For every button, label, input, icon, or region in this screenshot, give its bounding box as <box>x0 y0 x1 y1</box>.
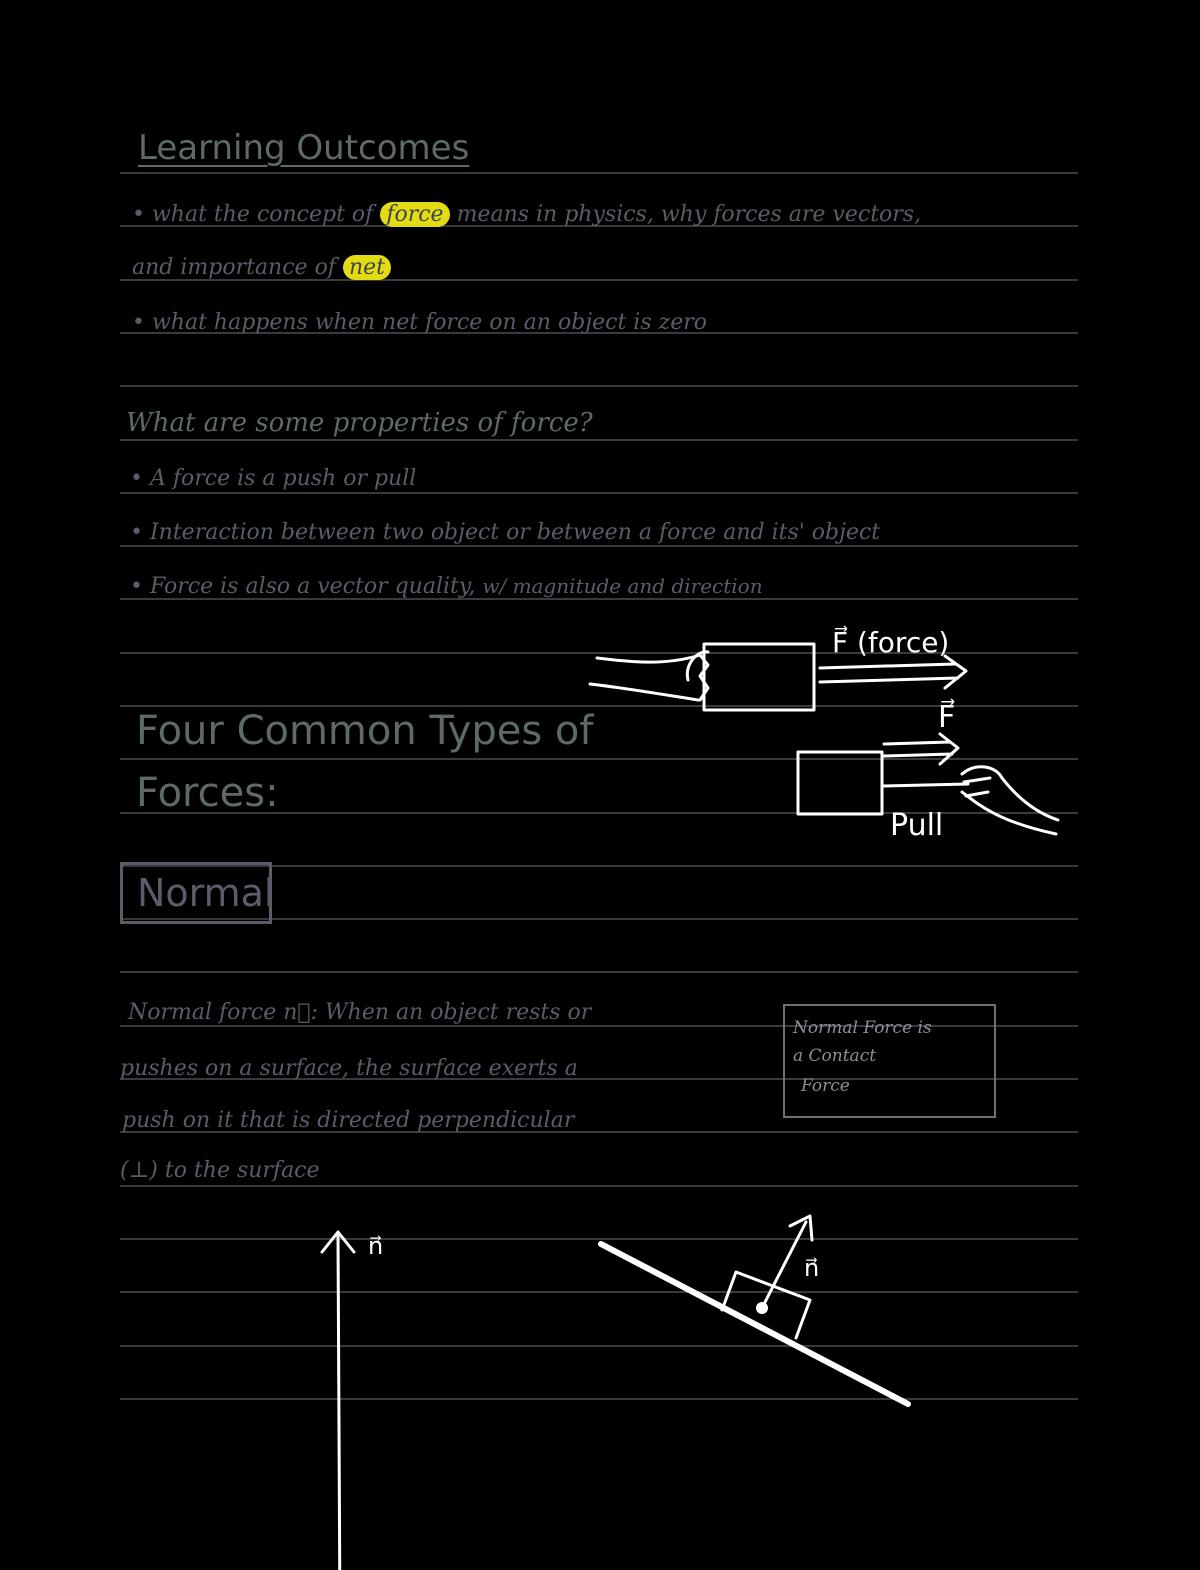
pulling-hand-icon <box>962 767 1058 834</box>
learning-outcomes-title: Learning Outcomes <box>138 128 470 168</box>
normal-def-line-2: pushes on a surface, the surface exerts a <box>120 1056 578 1081</box>
pull-force-vector-label: F⃗ <box>938 700 956 735</box>
flat-surface-diagram <box>155 1232 518 1570</box>
normal-heading: Normal <box>137 871 275 915</box>
incline-normal-label: n⃗ <box>804 1254 820 1282</box>
normal-def-line-1: Normal force n⃗: When an object rests or <box>128 1000 592 1025</box>
property-item-2: • Interaction between two object or between a force and its' object <box>130 520 881 545</box>
outcome-line-3: • what happens when net force on an object is zero <box>132 310 707 335</box>
pull-label: Pull <box>890 808 944 843</box>
flat-normal-arrow <box>322 1232 354 1570</box>
pull-force-arrow <box>884 734 958 764</box>
note-line-3: Force <box>801 1076 850 1096</box>
outcome-line-2-pre: and importance of <box>132 255 343 280</box>
outcome-line-1-post: means in physics, why forces are vectors, <box>449 202 922 227</box>
types-title-line-2: Forces: <box>136 770 279 816</box>
incline-ground <box>601 1244 908 1404</box>
pulled-box <box>798 752 882 814</box>
property-item-3-text: • Force is also a vector quality, <box>130 574 476 599</box>
highlight-force: force <box>380 202 449 227</box>
push-force-arrow <box>820 656 966 688</box>
incline-contact-point <box>756 1302 768 1314</box>
types-title-line-1: Four Common Types of <box>136 708 594 754</box>
note-line-1: Normal Force is <box>793 1018 932 1038</box>
push-force-label: F⃗ (force) <box>832 626 950 659</box>
property-item-3-tail: w/ magnitude and direction <box>482 574 763 598</box>
property-item-1: • A force is a push or pull <box>130 466 417 491</box>
pushing-hand-icon <box>590 652 708 700</box>
normal-def-line-4: (⊥) to the surface <box>120 1158 320 1183</box>
pull-rope <box>884 784 968 786</box>
note-line-2: a Contact <box>793 1046 877 1066</box>
flat-normal-label: n⃗ <box>368 1232 384 1260</box>
properties-title: What are some properties of force? <box>126 408 593 438</box>
highlight-net: net <box>343 255 391 280</box>
normal-def-line-3: push on it that is directed perpendicular <box>122 1108 575 1133</box>
pushed-box <box>704 644 814 710</box>
incline-diagram <box>601 1216 908 1404</box>
outcome-line-1-pre: • what the concept of <box>132 202 381 227</box>
